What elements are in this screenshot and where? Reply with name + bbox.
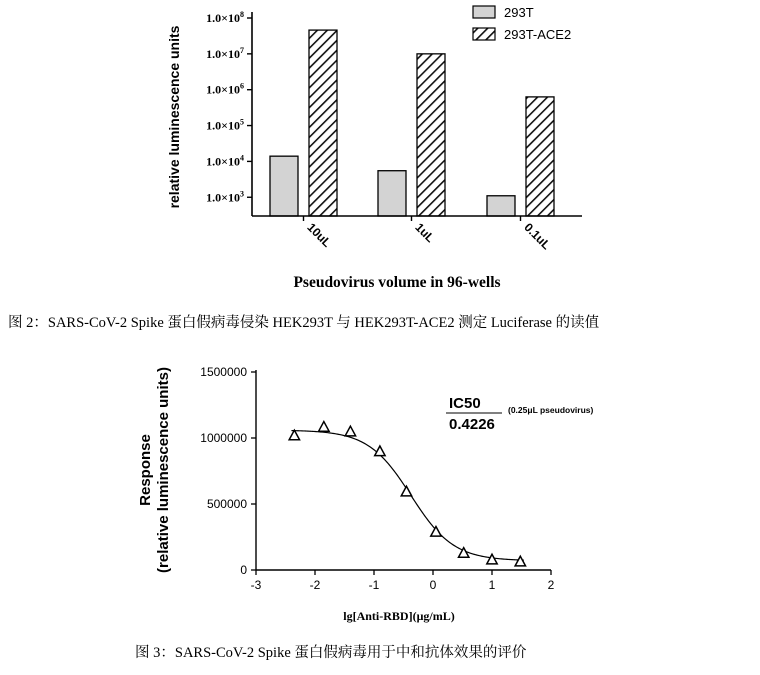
data-point-triangle xyxy=(345,426,355,436)
fit-curve xyxy=(291,431,523,561)
x-tick-label: -2 xyxy=(309,578,321,592)
legend xyxy=(473,5,571,42)
data-point-triangle xyxy=(431,527,441,537)
x-tick-label: 10uL xyxy=(304,220,335,250)
data-point-triangle xyxy=(319,422,329,432)
data-point-triangle xyxy=(289,430,299,440)
figure-3-caption: 图 3：SARS-CoV-2 Spike 蛋白假病毒用于中和抗体效果的评价 xyxy=(135,645,527,661)
y-tick-label: 1000000 xyxy=(200,431,247,445)
y-tick-label: $1.0\times 10^8$ xyxy=(206,10,244,25)
bar-293T-ACE2-10uL xyxy=(309,30,337,216)
y-tick-label: $1.0\times 10^7$ xyxy=(206,45,244,61)
bar-293T-ACE2-0.1uL xyxy=(526,97,554,216)
y-tick-label: $1.0\times 10^4$ xyxy=(206,153,244,169)
ic50-annotation xyxy=(446,395,594,433)
data-point-triangle xyxy=(515,556,525,566)
bar-293T-0.1uL xyxy=(487,196,515,216)
data-point-triangle xyxy=(401,486,411,496)
legend-label-293T-ACE2: 293T-ACE2 xyxy=(504,27,572,42)
y-tick-label: $1.0\times 10^3$ xyxy=(206,189,244,205)
x-tick-label: 1uL xyxy=(412,220,438,246)
bar-293T-1uL xyxy=(378,171,406,216)
bar-chart xyxy=(0,0,760,305)
x-tick-label: -3 xyxy=(250,578,262,592)
data-point-triangle xyxy=(487,554,497,564)
legend-swatch-293T xyxy=(473,6,495,18)
y-tick-label: $1.0\times 10^6$ xyxy=(206,81,244,97)
figure-2-caption: 图 2：SARS-CoV-2 Spike 蛋白假病毒侵染 HEK293T 与 HEK293T-ACE2 测定 Luciferase 的读值 xyxy=(8,315,600,331)
y-tick-label: 1500000 xyxy=(200,365,247,379)
y-axis-label-line2: (relative luminescence units) xyxy=(155,367,172,573)
bar-293T-10uL xyxy=(270,156,298,216)
ic50-label: IC50 xyxy=(449,395,481,412)
bar-293T-ACE2-1uL xyxy=(417,54,445,216)
ic50-value: 0.4226 xyxy=(449,416,495,433)
y-axis-label: relative luminescence units xyxy=(166,25,182,209)
data-point-triangle xyxy=(458,548,468,558)
y-tick-label: 0 xyxy=(240,563,247,577)
ic50-note: (0.25μL pseudovirus) xyxy=(508,405,594,415)
y-tick-label: 500000 xyxy=(206,497,247,511)
x-tick-label: 0 xyxy=(429,578,437,592)
y-tick-label: $1.0\times 10^5$ xyxy=(206,117,244,133)
y-axis-label-line1: Response xyxy=(137,434,154,506)
x-axis-label: lg[Anti-RBD](μg/mL) xyxy=(343,609,455,623)
legend-label-293T: 293T xyxy=(504,5,534,20)
x-tick-label: 0.1uL xyxy=(521,220,554,253)
x-axis-label: Pseudovirus volume in 96-wells xyxy=(293,274,501,291)
x-tick-label: 1 xyxy=(488,578,496,592)
data-point-triangle xyxy=(375,446,385,456)
x-tick-label: 2 xyxy=(547,578,555,592)
x-tick-label: -1 xyxy=(368,578,380,592)
legend-swatch-293T-ACE2 xyxy=(473,28,495,40)
